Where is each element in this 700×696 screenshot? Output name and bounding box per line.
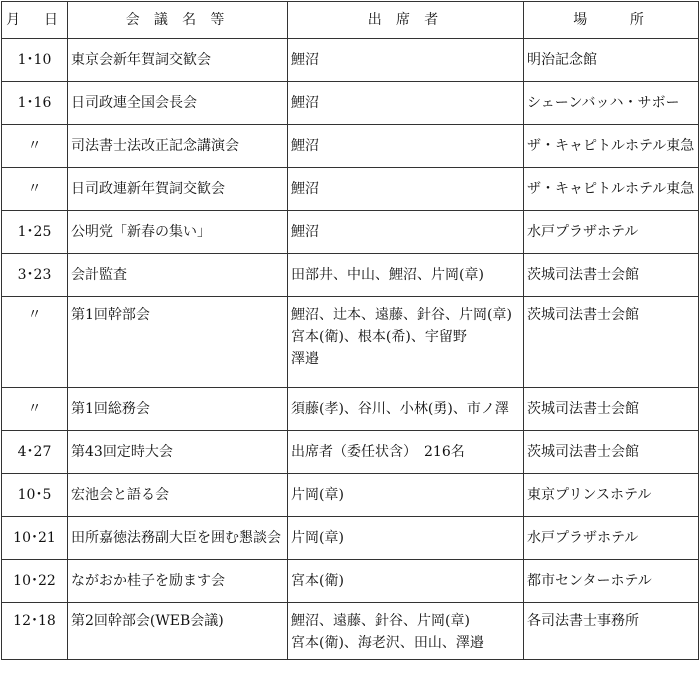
cell-place: 茨城司法書士会館 [524,431,699,474]
cell-date: 10･5 [2,474,68,517]
cell-attendees [288,39,524,82]
cell-attendees [288,82,524,125]
cell-place: 都市センターホテル [524,560,699,603]
attendee-line: 鯉沼 [291,138,319,154]
cell-place: シェーンバッハ・サボー [524,82,699,125]
table-row [2,474,699,517]
header-attendees: 出 席 者 [288,2,524,39]
cell-date: 1･10 [2,39,68,82]
cell-attendees [288,517,524,560]
cell-date: 〃 [2,168,68,211]
cell-event: 会計監査 [68,254,288,297]
cell-place: 各司法書士事務所 [524,603,699,660]
cell-place: 水戸プラザホテル [524,211,699,254]
cell-event: 第2回幹部会(WEB会議) [68,603,288,660]
attendance-table [1,1,699,660]
cell-attendees [288,297,524,388]
attendee-line: 片岡(章) [291,487,344,503]
cell-date: 1･16 [2,82,68,125]
attendee-line: 鯉沼 [291,224,319,240]
attendee-line: 宮本(衛)、海老沢、田山、澤邉 [291,635,484,651]
attendee-line: 鯉沼、辻本、遠藤、針谷、片岡(章) [291,307,512,323]
cell-event: 第43回定時大会 [68,431,288,474]
attendee-line: 宮本(衛)、根本(希)、宇留野 [291,329,467,345]
attendee-line: 鯉沼 [291,52,319,68]
cell-place: 明治記念館 [524,39,699,82]
cell-event: 宏池会と語る会 [68,474,288,517]
cell-date: 3･23 [2,254,68,297]
cell-place: 水戸プラザホテル [524,517,699,560]
table-row [2,297,699,388]
cell-place: 茨城司法書士会館 [524,388,699,431]
cell-place: 茨城司法書士会館 [524,254,699,297]
table-row [2,168,699,211]
header-event: 会 議 名 等 [68,2,288,39]
attendee-line: 出席者（委任状含） 216名 [291,444,465,460]
cell-attendees [288,254,524,297]
cell-attendees [288,474,524,517]
table-row [2,82,699,125]
cell-place: 東京プリンスホテル [524,474,699,517]
table-row [2,517,699,560]
attendee-line: 宮本(衛) [291,573,344,589]
attendee-line: 田部井、中山、鯉沼、片岡(章) [291,267,484,283]
header-place: 場 所 [524,2,699,39]
cell-event: 田所嘉徳法務副大臣を囲む懇談会 [68,517,288,560]
cell-event: 東京会新年賀詞交歓会 [68,39,288,82]
cell-date: 4･27 [2,431,68,474]
cell-date: 〃 [2,297,68,388]
cell-attendees [288,388,524,431]
attendee-line: 須藤(孝)、谷川、小林(勇)、市ノ澤 [291,401,509,417]
cell-event: 第1回幹部会 [68,297,288,388]
cell-attendees [288,560,524,603]
attendee-line: 片岡(章) [291,530,344,546]
cell-place: ザ・キャピトルホテル東急 [524,168,699,211]
attendee-line: 鯉沼、遠藤、針谷、片岡(章) [291,613,470,629]
cell-event: 日司政連新年賀詞交歓会 [68,168,288,211]
header-row [2,2,699,39]
table-row [2,603,699,660]
cell-attendees [288,125,524,168]
table-row [2,125,699,168]
header-date: 月 日 [2,2,68,39]
cell-date: 12･18 [2,603,68,660]
cell-date: 〃 [2,125,68,168]
cell-event: 第1回総務会 [68,388,288,431]
table-body [2,39,699,660]
table-row [2,254,699,297]
table-row [2,39,699,82]
cell-date: 1･25 [2,211,68,254]
table-row [2,560,699,603]
cell-attendees [288,168,524,211]
cell-event: 司法書士法改正記念講演会 [68,125,288,168]
table-row [2,388,699,431]
attendee-line: 鯉沼 [291,95,319,111]
attendee-line: 鯉沼 [291,181,319,197]
cell-event: 日司政連全国会長会 [68,82,288,125]
cell-place: ザ・キャピトルホテル東急 [524,125,699,168]
cell-attendees [288,603,524,660]
table-row [2,211,699,254]
cell-event: ながおか桂子を励ます会 [68,560,288,603]
cell-date: 10･21 [2,517,68,560]
cell-date: 〃 [2,388,68,431]
cell-attendees [288,211,524,254]
attendee-line: 澤邉 [291,351,319,367]
cell-place: 茨城司法書士会館 [524,297,699,388]
cell-date: 10･22 [2,560,68,603]
cell-event: 公明党「新春の集い」 [68,211,288,254]
table-row [2,431,699,474]
cell-attendees [288,431,524,474]
